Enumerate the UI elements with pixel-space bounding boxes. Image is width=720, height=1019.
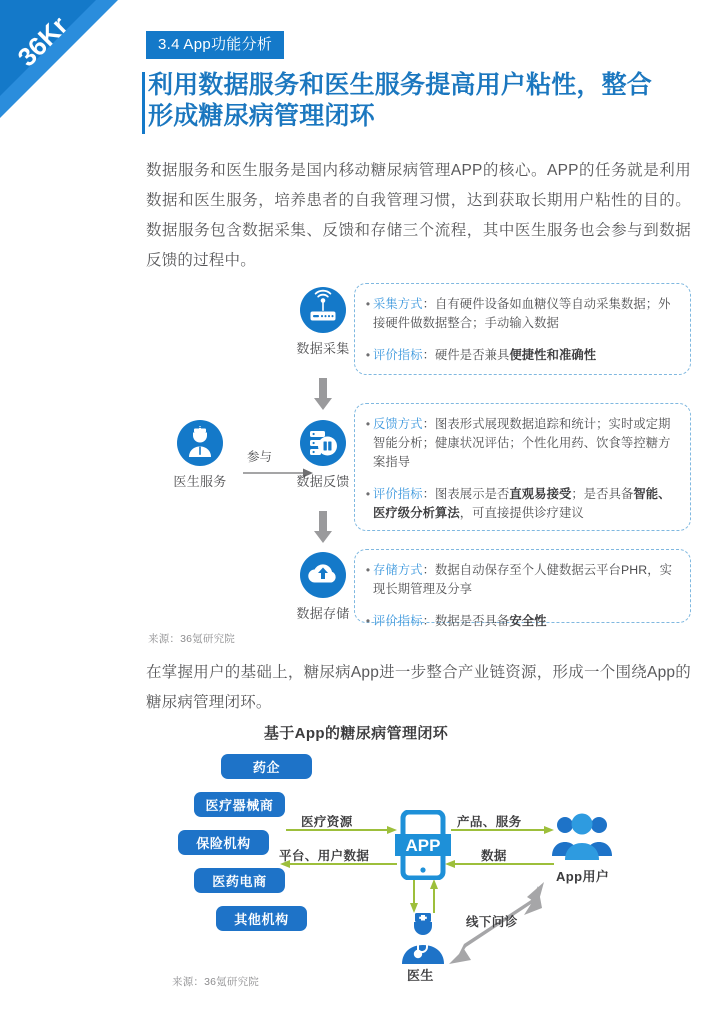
detail-bullet-part: 图表形式展现数据追踪和统计；实时或定期智能分析；健康状况评估；个性化用药、饮食等控糖方案指导 xyxy=(373,417,671,469)
detail-bullet-label: 存储方式 xyxy=(373,563,423,577)
bullet-spacer xyxy=(363,475,680,482)
detail-bullet-part: 图表展示是否 xyxy=(435,487,510,501)
section-badge: 3.4 App功能分析 xyxy=(146,31,284,59)
detail-bullet-emphasis: 直观易接受 xyxy=(509,487,572,501)
detail-bullet-separator: ： xyxy=(422,348,435,362)
loop-pill-2: 保险机构 xyxy=(178,830,269,855)
detail-bullet-separator: ： xyxy=(422,417,435,431)
flow-detail-box-collect xyxy=(354,283,691,375)
detail-bullet-emphasis: 智能、医疗级分析算法 xyxy=(373,487,671,520)
detail-bullet-part: 数据是否具备 xyxy=(435,614,510,628)
page-title xyxy=(146,70,686,132)
loop-pill-1: 医疗器械商 xyxy=(194,792,285,817)
detail-bullet-text xyxy=(373,561,680,599)
source-note-1: 来源：36氪研究院 xyxy=(148,633,235,645)
data-feedback-icon xyxy=(300,420,346,466)
logo-36kr xyxy=(0,0,118,118)
data-collect-icon xyxy=(300,287,346,333)
detail-bullet xyxy=(363,561,680,599)
detail-bullet-label: 评价指标 xyxy=(373,614,423,628)
flow-node-storage-label: 数据存储 xyxy=(296,606,350,621)
detail-bullet-text xyxy=(373,485,680,523)
detail-bullet xyxy=(363,415,680,472)
loop-doctor-caption: 医生 xyxy=(407,968,434,983)
title-accent-bar xyxy=(142,72,145,134)
bullet-dot-icon: • xyxy=(365,417,371,431)
page-title-line2: 形成糖尿病管理闭环 xyxy=(148,102,375,130)
closing-paragraph: 在掌握用户的基础上，糖尿病App进一步整合产业链资源，形成一个围绕App的糖尿病管理闭环。 xyxy=(146,664,691,711)
flow-node-feedback-label: 数据反馈 xyxy=(296,474,350,489)
loop-label-product-service: 产品、服务 xyxy=(457,815,522,829)
page-title-line1: 利用数据服务和医生服务提高用户粘性，整合 xyxy=(148,71,653,99)
logo-text: 36Kr xyxy=(11,10,74,73)
doctor-service-icon xyxy=(177,420,223,466)
flow-connector-label: 参与 xyxy=(247,450,273,464)
detail-bullet-separator: ： xyxy=(422,563,435,577)
flow-detail-box-feedback xyxy=(354,403,691,531)
detail-bullet-label: 采集方式 xyxy=(373,297,423,311)
source-note-2: 来源：36氪研究院 xyxy=(172,976,259,988)
detail-bullet xyxy=(363,612,680,631)
flow-node-doctor-label: 医生服务 xyxy=(173,474,227,489)
detail-bullet-part: ；是否具备 xyxy=(571,487,634,501)
data-service-flow-diagram xyxy=(146,283,691,628)
loop-label-data: 数据 xyxy=(481,849,507,863)
detail-bullet-separator: ： xyxy=(422,614,435,628)
loop-diagram-title: 基于App的糖尿病管理闭环 xyxy=(263,725,449,742)
detail-bullet-separator: ： xyxy=(422,487,435,501)
bullet-dot-icon: • xyxy=(365,614,371,628)
closed-loop-diagram xyxy=(146,722,691,984)
bullet-dot-icon: • xyxy=(365,348,371,362)
loop-pill-3: 医药电商 xyxy=(194,868,285,893)
intro-paragraph: 数据服务和医生服务是国内移动糖尿病管理APP的核心。APP的任务就是利用数据和医生服务，培养患者的自我管理习惯，达到获取长期用户粘性的目的。数据服务包含数据采集、反馈和存储三个流程，其中医生服务也会参与到数据反馈的过程中。 xyxy=(146,162,691,269)
bullet-dot-icon: • xyxy=(365,487,371,501)
detail-bullet xyxy=(363,485,680,523)
data-storage-icon xyxy=(300,552,346,598)
detail-bullet-part: 自有硬件设备如血糖仪等自动采集数据；外接硬件做数据整合；手动输入数据 xyxy=(373,297,671,330)
app-users-caption: App用户 xyxy=(556,869,610,884)
flow-arrow-down-2 xyxy=(313,511,333,545)
loop-label-platform-data: 平台、用户数据 xyxy=(279,849,370,863)
detail-bullet-emphasis: 便捷性和准确性 xyxy=(509,348,597,362)
detail-bullet-text xyxy=(373,346,596,365)
loop-pill-0: 药企 xyxy=(221,754,312,779)
detail-bullet xyxy=(363,295,680,333)
flow-node-doctor xyxy=(157,420,243,490)
flow-detail-box-storage xyxy=(354,549,691,628)
detail-bullet-part: ，可直接提供诊疗建议 xyxy=(459,506,584,520)
loop-label-resource: 医疗资源 xyxy=(301,815,353,829)
detail-bullet-separator: ： xyxy=(422,297,435,311)
loop-label-offline: 线下问诊 xyxy=(466,915,518,929)
detail-bullet-part: 数据自动保存至个人健数据云平台PHR，实现长期管理及分享 xyxy=(373,563,673,596)
detail-bullet-label: 评价指标 xyxy=(373,348,423,362)
loop-pill-4: 其他机构 xyxy=(216,906,307,931)
bullet-dot-icon: • xyxy=(365,297,371,311)
detail-bullet xyxy=(363,346,680,365)
flow-arrow-down-1 xyxy=(313,378,333,412)
detail-bullet-text xyxy=(373,415,680,472)
loop-doctor-icon xyxy=(394,910,452,971)
app-tablet-label: APP xyxy=(405,836,441,855)
detail-bullet-text xyxy=(373,295,680,333)
detail-bullet-emphasis: 安全性 xyxy=(509,614,547,628)
flow-node-collect-label: 数据采集 xyxy=(296,341,350,356)
detail-bullet-text xyxy=(373,612,547,631)
detail-bullet-label: 评价指标 xyxy=(373,487,423,501)
detail-bullet-part: 硬件是否兼具 xyxy=(435,348,510,362)
app-users-icon xyxy=(551,810,613,867)
detail-bullet-label: 反馈方式 xyxy=(373,417,423,431)
bullet-dot-icon: • xyxy=(365,563,371,577)
app-tablet-icon xyxy=(395,810,451,885)
bullet-spacer xyxy=(363,336,680,343)
bullet-spacer xyxy=(363,602,680,609)
